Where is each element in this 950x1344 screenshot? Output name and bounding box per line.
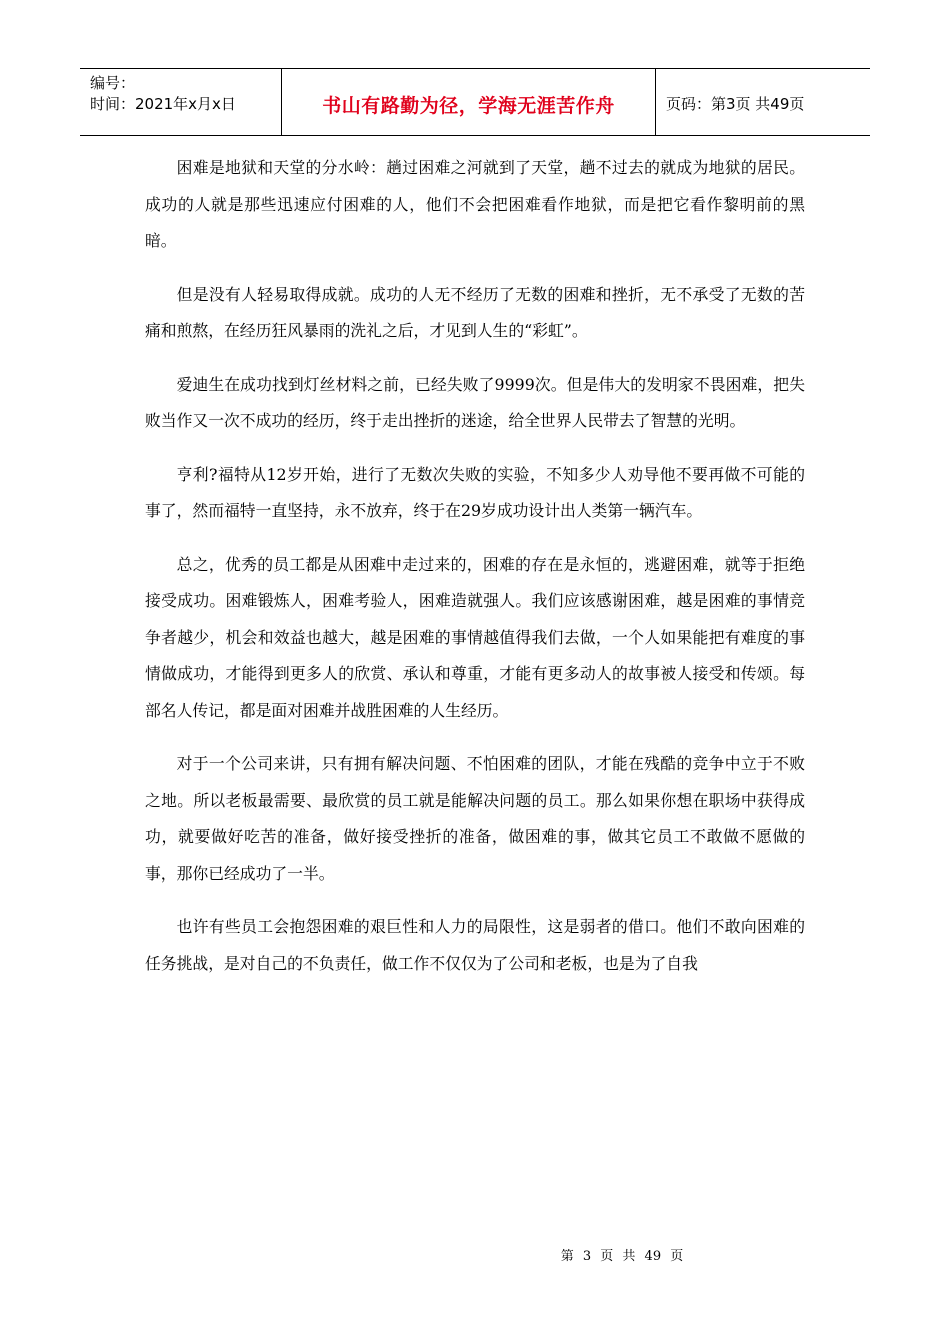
- paragraph: 也许有些员工会抱怨困难的艰巨性和人力的局限性，这是弱者的借口。他们不敢向困难的任务挑战，是对自己的不负责任，做工作不仅仅为了公司和老板，也是为了自我: [145, 917, 805, 973]
- paragraph: 困难是地狱和天堂的分水岭：趟过困难之河就到了天堂，趟不过去的就成为地狱的居民。成功的人就是那些迅速应付困难的人，他们不会把困难看作地狱，而是把它看作黎明前的黑暗。: [145, 158, 805, 250]
- document-body: [145, 150, 805, 999]
- header-page-cell: [656, 69, 870, 135]
- footer-page-number: 第 3 页 共 49 页: [560, 1249, 684, 1264]
- paragraph: 总之，优秀的员工都是从困难中走过来的，困难的存在是永恒的，逃避困难，就等于拒绝接受成功。困难锻炼人，困难考验人，困难造就强人。我们应该感谢困难，越是困难的事情竞争者越少，机会和效益也越大，越是困难的事情越值得我们去做，一个人如果能把有难度的事情做成功，才能得到更多人的欣赏、承认和尊重，才能有更多动人的故事被人接受和传颂。每部名人传记，都是面对困难并战胜困难的人生经历。: [145, 554, 805, 720]
- page-info: 页码：第3页 共49页: [666, 94, 805, 113]
- serial-label: 编号：: [90, 74, 136, 92]
- header-meta-cell: [80, 69, 282, 135]
- paragraph: 对于一个公司来讲，只有拥有解决问题、不怕困难的团队，才能在残酷的竞争中立于不败之地。所以老板最需要、最欣赏的员工就是能解决问题的员工。那么如果你想在职场中获得成功，就要做好吃苦的准备，做好接受挫折的准备，做困难的事，做其它员工不敢做不愿做的事，那你已经成功了一半。: [145, 754, 805, 883]
- document-header: [80, 68, 870, 136]
- motto-text: 书山有路勤为径，学海无涯苦作舟: [322, 94, 615, 117]
- time-label: 时间：2021年x月x日: [90, 95, 236, 113]
- paragraph: 亨利?福特从12岁开始，进行了无数次失败的实验，不知多少人劝导他不要再做不可能的事了，然而福特一直坚持，永不放弃，终于在29岁成功设计出人类第一辆汽车。: [145, 464, 805, 520]
- paragraph: 但是没有人轻易取得成就。成功的人无不经历了无数的困难和挫折，无不承受了无数的苦痛和煎熬，在经历狂风暴雨的洗礼之后，才见到人生的“彩虹”。: [145, 284, 805, 340]
- header-motto-cell: [282, 69, 656, 135]
- paragraph: 爱迪生在成功找到灯丝材料之前，已经失败了9999次。但是伟大的发明家不畏困难，把失败当作又一次不成功的经历，终于走出挫折的迷途，给全世界人民带去了智慧的光明。: [145, 374, 805, 430]
- page-footer: [0, 1245, 950, 1264]
